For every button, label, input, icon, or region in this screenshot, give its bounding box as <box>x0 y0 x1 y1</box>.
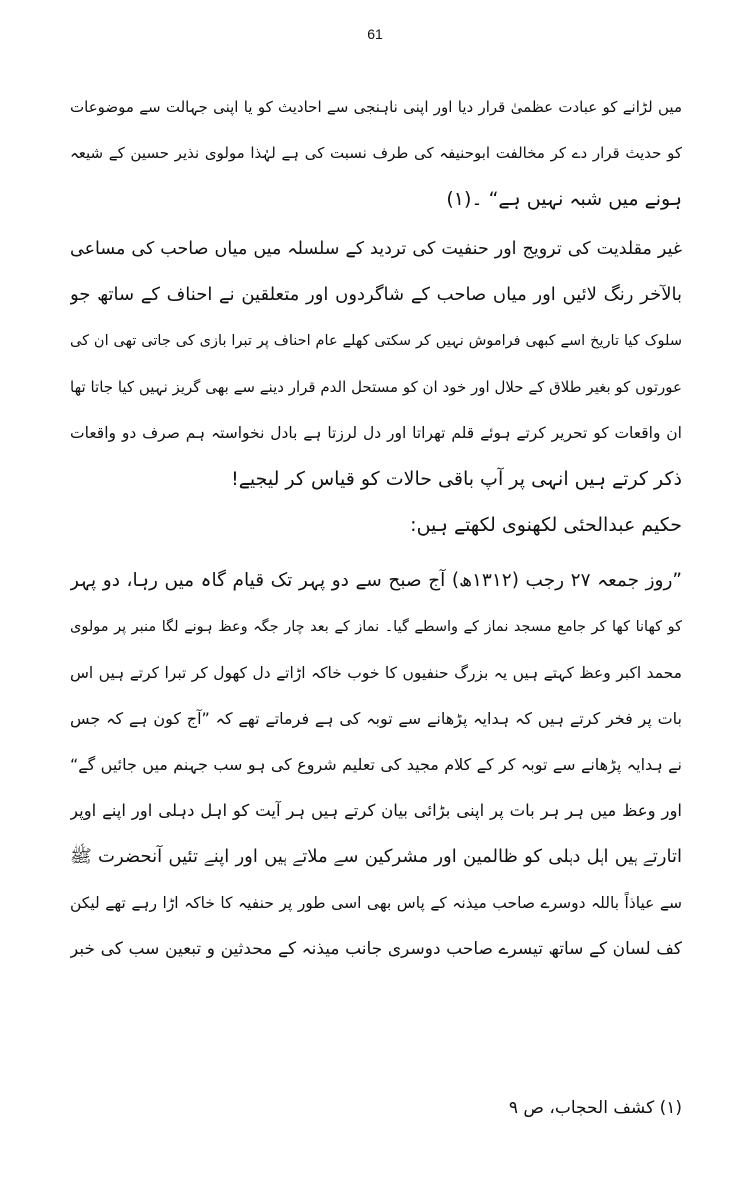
quote-line: کو کھانا کھا کر جامع مسجد نماز کے واسطے گیا۔ نماز کے بعد چار جگہ وعظ ہونے لگا منبر پر مولوی <box>70 619 682 635</box>
text-line: ذکر کرتے ہیں انہی پر آپ باقی حالات کو قیاس کر لیجیے! <box>231 468 682 490</box>
body-text <box>70 84 682 972</box>
text-line: عورتوں کو بغیر طلاق کے حلال اور خود ان کو مستحل الدم قرار دینے سے بھی گریز نہیں کیا جاتا تھا <box>70 378 682 396</box>
text-line: بالآخر رنگ لائیں اور میاں صاحب کے شاگردوں اور متعلقین نے احناف کے ساتھ جو <box>70 284 682 305</box>
quote-line: ”روز جمعہ ۲۷ رجب (۱۳۱۲ھ) آج صبح سے دو پہر تک قیام گاہ میں رہا، دو پہر <box>70 570 682 591</box>
quote-line: سے عیاذاً باللہ دوسرے صاحب میذنہ کے پاس بھی اسی طور پر حنفیہ کا خاکہ اڑا رہے تھے لیکن <box>70 894 682 912</box>
quote-line: محمد اکبر وعظ کہتے ہیں یہ بزرگ حنفیوں کا خوب خاکہ اڑاتے دل کھول کر تبرا کرتے ہیں اس <box>70 664 682 682</box>
page-number: 61 <box>367 26 383 42</box>
text-line: ہونے میں شبہ نہیں ہے“ ۔(۱) <box>446 188 682 210</box>
footnote: (۱) کشف الحجاب، ص ۹ <box>508 1098 682 1118</box>
quote-intro: حکیم عبدالحئی لکھنوی لکھتے ہیں: <box>410 514 682 536</box>
quote-line: نے ہدایہ پڑھانے سے توبہ کر کے کلام مجید کی تعلیم شروع کی ہو سب جہنم میں جائیں گے“ <box>70 755 682 774</box>
quote-line: بات پر فخر کرتے ہیں کہ ہدایہ پڑھانے سے توبہ کی ہے فرماتے تھے کہ ”آج کون ہے کہ جس <box>70 709 682 728</box>
text-line: میں لڑانے کو عبادت عظمیٰ قرار دیا اور اپنی ناہنجی سے احادیث کو یا اپنی جہالت سے موضوعات <box>70 98 682 116</box>
quote-line: کف لسان کے ساتھ تیسرے صاحب دوسری جانب میذنہ کے محدثین و تبعین سب کی خبر <box>70 939 682 959</box>
text-line: کو حدیث قرار دے کر مخالفت ابوحنیفہ کی طرف نسبت کی ہے لہٰذا مولوی نذیر حسین کے شیعہ <box>70 144 682 162</box>
text-line: غیر مقلدیت کی ترویج اور حنفیت کی تردید کے سلسلہ میں میاں صاحب کی مساعی <box>70 239 682 259</box>
quote-line: اور وعظ میں ہر ہر بات پر اپنی بڑائی بیان کرتے ہیں ہر آیت کو اہل دہلی اور اپنے اوپر <box>70 801 682 820</box>
text-line: سلوک کیا تاریخ اسے کبھی فراموش نہیں کر سکتی کھلے عام احناف پر تبرا بازی کی جاتی تھی ان کی <box>70 333 682 349</box>
text-line: ان واقعات کو تحریر کرتے ہوئے قلم تھراتا اور دل لرزتا ہے بادل نخواستہ ہم صرف دو واقعات <box>70 424 682 442</box>
quote-line: اتارتے ہیں اہل دہلی کو ظالمین اور مشرکین سے ملاتے ہیں اور اپنے تئیں آنحضرت ﷺ <box>70 846 682 867</box>
